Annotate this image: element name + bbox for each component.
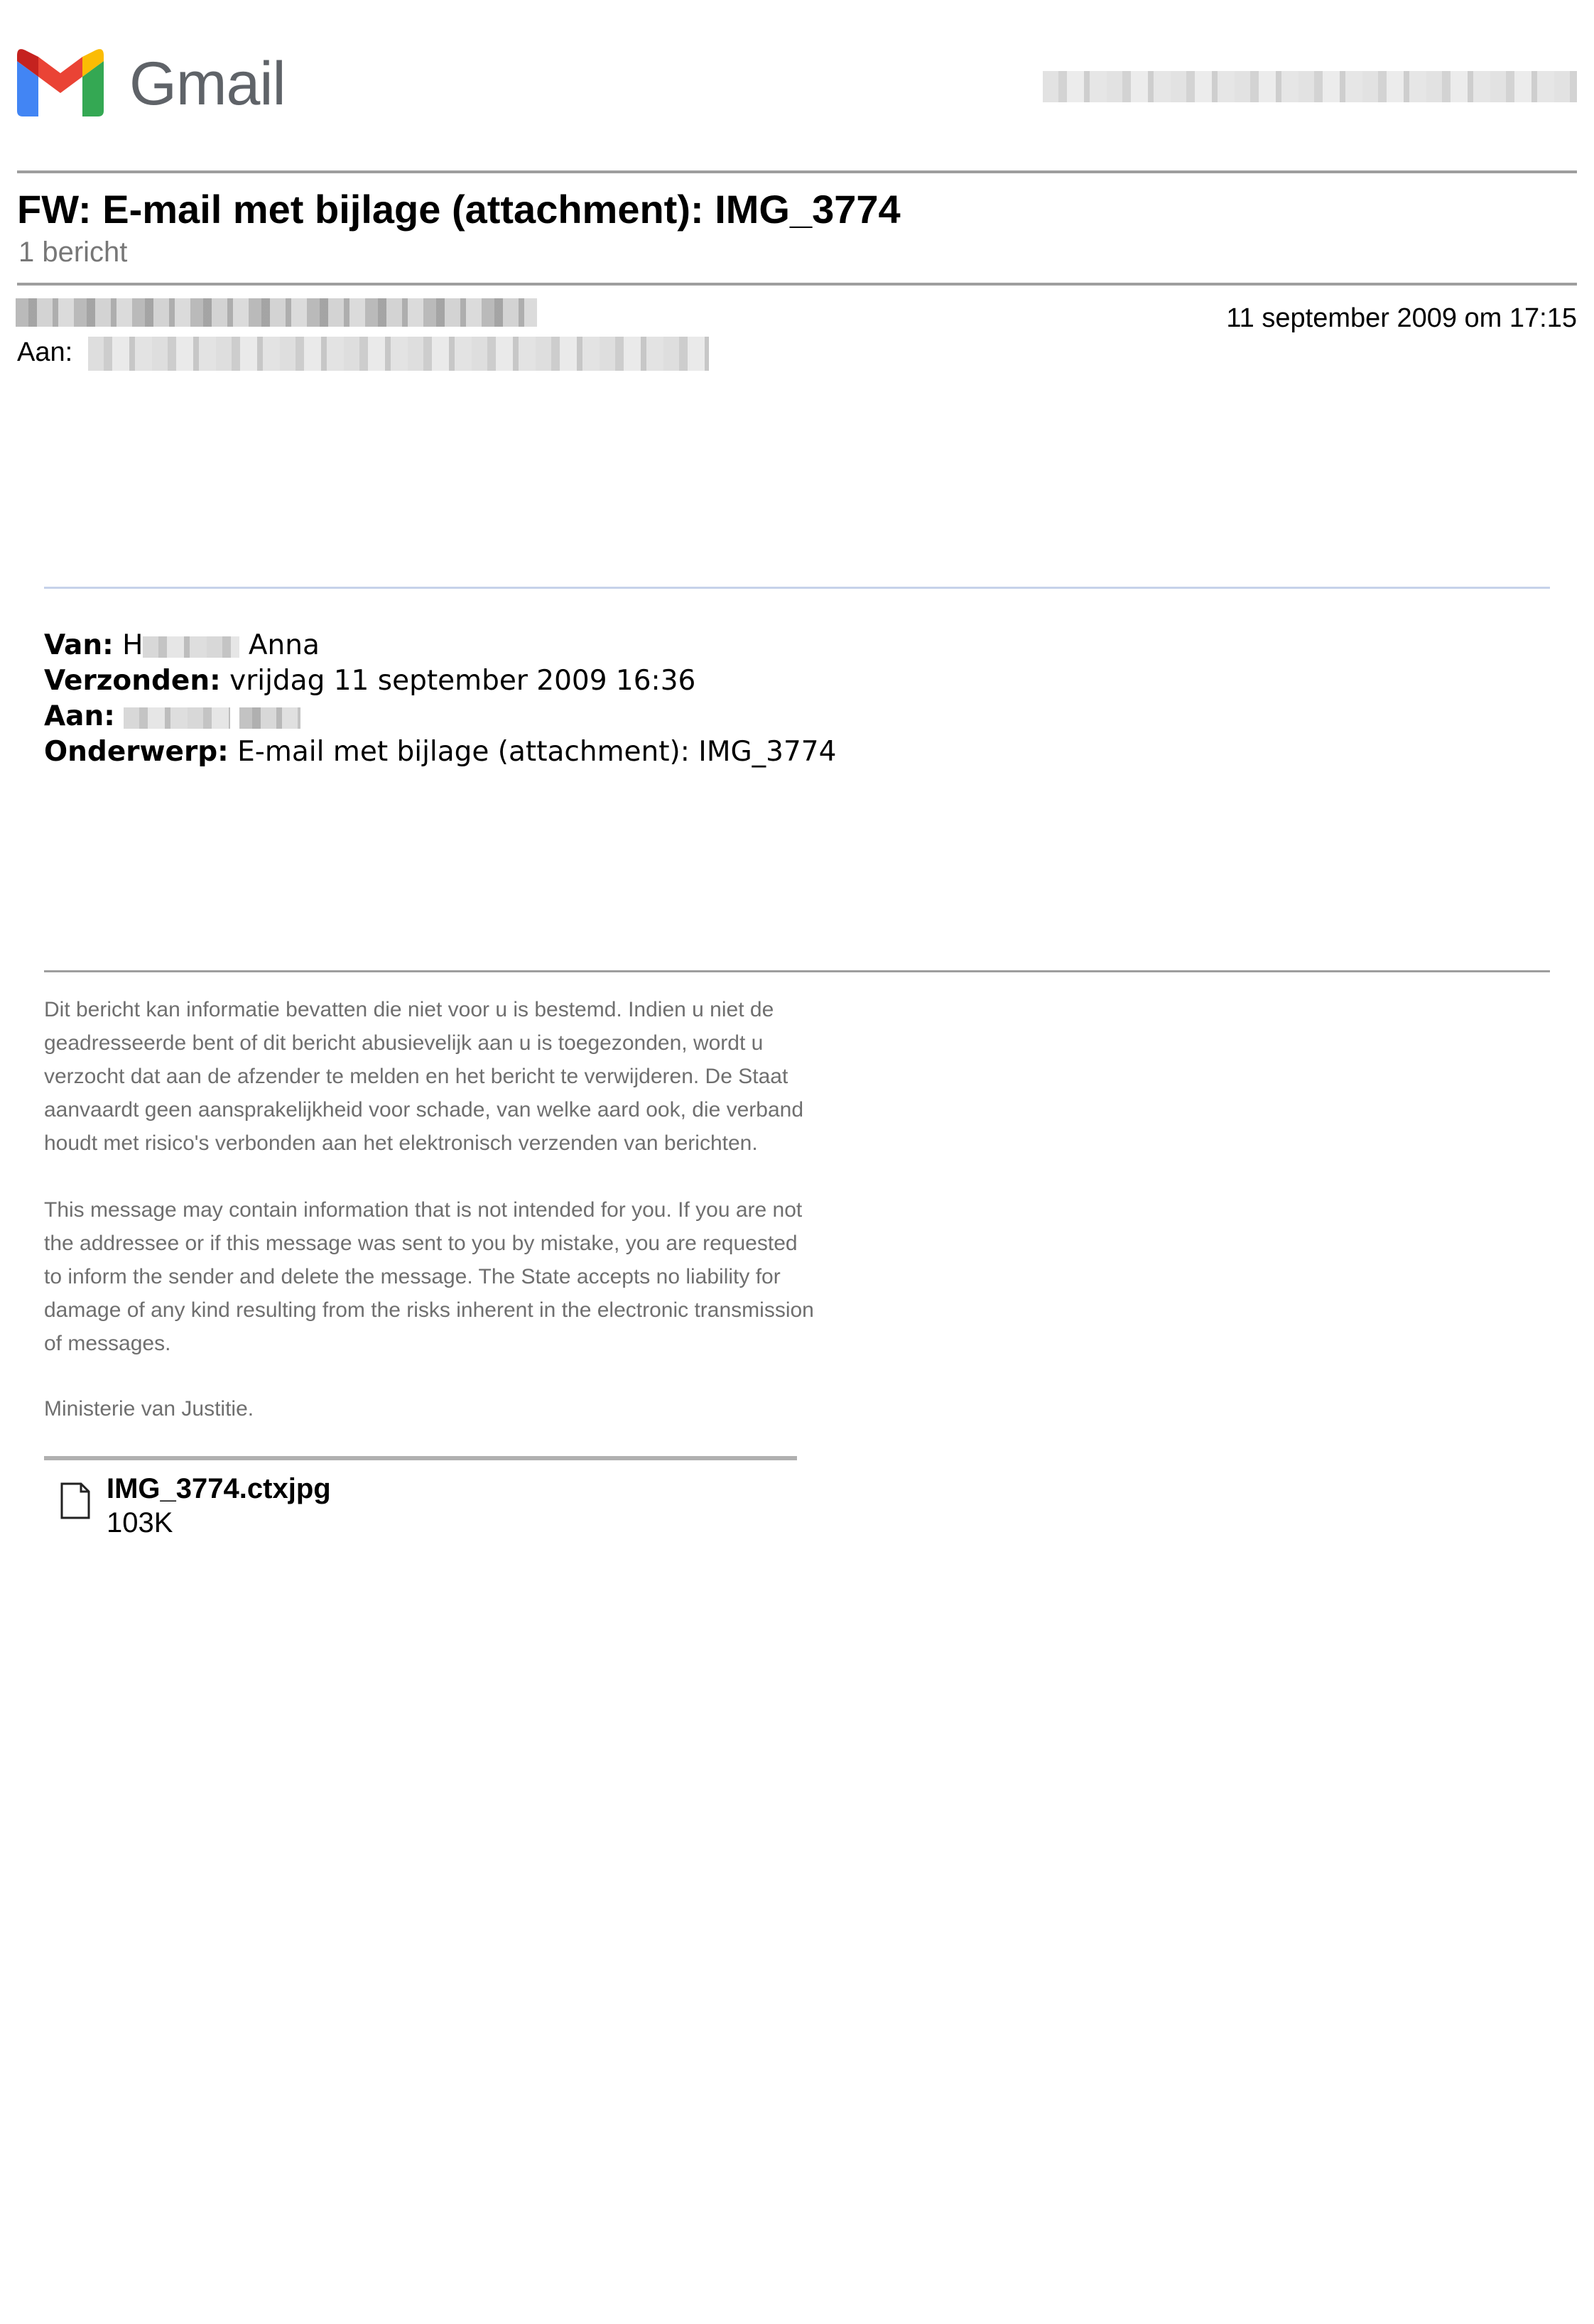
- file-icon[interactable]: [60, 1482, 91, 1520]
- from-name-redacted: [143, 636, 239, 658]
- forwarded-subject: [44, 734, 836, 770]
- thread-subject: FW: E-mail met bijlage (attachment): IMG_3774: [17, 187, 901, 232]
- to-name-redacted-2: [239, 707, 300, 729]
- disclaimer-signature: Ministerie van Justitie.: [44, 1397, 254, 1421]
- recipient-redacted: [88, 337, 709, 371]
- disclaimer-english: [44, 1193, 868, 1360]
- to-label-forwarded: Aan:: [44, 700, 115, 732]
- gmail-wordmark: Gmail: [129, 50, 286, 118]
- subject-value: E-mail met bijlage (attachment): IMG_3774: [237, 736, 837, 768]
- to-label: Aan:: [17, 337, 73, 367]
- from-label: Van:: [44, 629, 114, 661]
- subject-divider: [17, 283, 1577, 286]
- disclaimer-line: houdt met risico's verbonden aan het elektronisch verzenden van berichten.: [44, 1131, 758, 1155]
- disclaimer-line: geadresseerde bent of dit bericht abusievelijk aan u is toegezonden, wordt u: [44, 1031, 764, 1055]
- forwarded-header: [44, 628, 836, 770]
- forwarded-sent: [44, 663, 836, 699]
- disclaimer-line: verzocht dat aan de afzender te melden en het bericht te verwijderen. De Staat: [44, 1065, 788, 1088]
- disclaimer-line: of messages.: [44, 1332, 171, 1355]
- subject-label: Onderwerp:: [44, 736, 229, 768]
- forwarded-to: [44, 699, 836, 734]
- disclaimer-line: Dit bericht kan informatie bevatten die niet voor u is bestemd. Indien u niet de: [44, 998, 774, 1021]
- header-divider: [17, 170, 1577, 173]
- message-count: 1 bericht: [18, 237, 128, 268]
- disclaimer-dutch: [44, 993, 868, 1160]
- from-prefix: H: [122, 629, 143, 661]
- account-email-redacted: [1043, 71, 1577, 102]
- forwarded-from: [44, 628, 836, 663]
- sender-redacted: [16, 298, 537, 327]
- disclaimer-line: damage of any kind resulting from the risks inherent in the electronic transmission: [44, 1298, 814, 1322]
- disclaimer-line: This message may contain information that is not intended for you. If you are not: [44, 1198, 803, 1222]
- sent-value: vrijdag 11 september 2009 16:36: [229, 665, 696, 697]
- disclaimer-line: the addressee or if this message was sent to you by mistake, you are requested: [44, 1232, 798, 1255]
- attachment-size: 103K: [107, 1507, 173, 1538]
- gmail-logo: [17, 48, 301, 119]
- forward-divider: [44, 587, 1550, 589]
- from-suffix: Anna: [248, 629, 320, 661]
- attachment-divider: [44, 1456, 797, 1460]
- gmail-m-icon: [17, 48, 104, 116]
- disclaimer-line: to inform the sender and delete the message. The State accepts no liability for: [44, 1265, 781, 1288]
- disclaimer-line: aanvaardt geen aansprakelijkheid voor schade, van welke aard ook, die verband: [44, 1098, 804, 1122]
- attachment-filename[interactable]: IMG_3774.ctxjpg: [107, 1473, 331, 1504]
- message-date: 11 september 2009 om 17:15: [1226, 303, 1577, 333]
- to-name-redacted: [124, 707, 230, 729]
- sent-label: Verzonden:: [44, 665, 221, 697]
- disclaimer-divider: [44, 970, 1550, 972]
